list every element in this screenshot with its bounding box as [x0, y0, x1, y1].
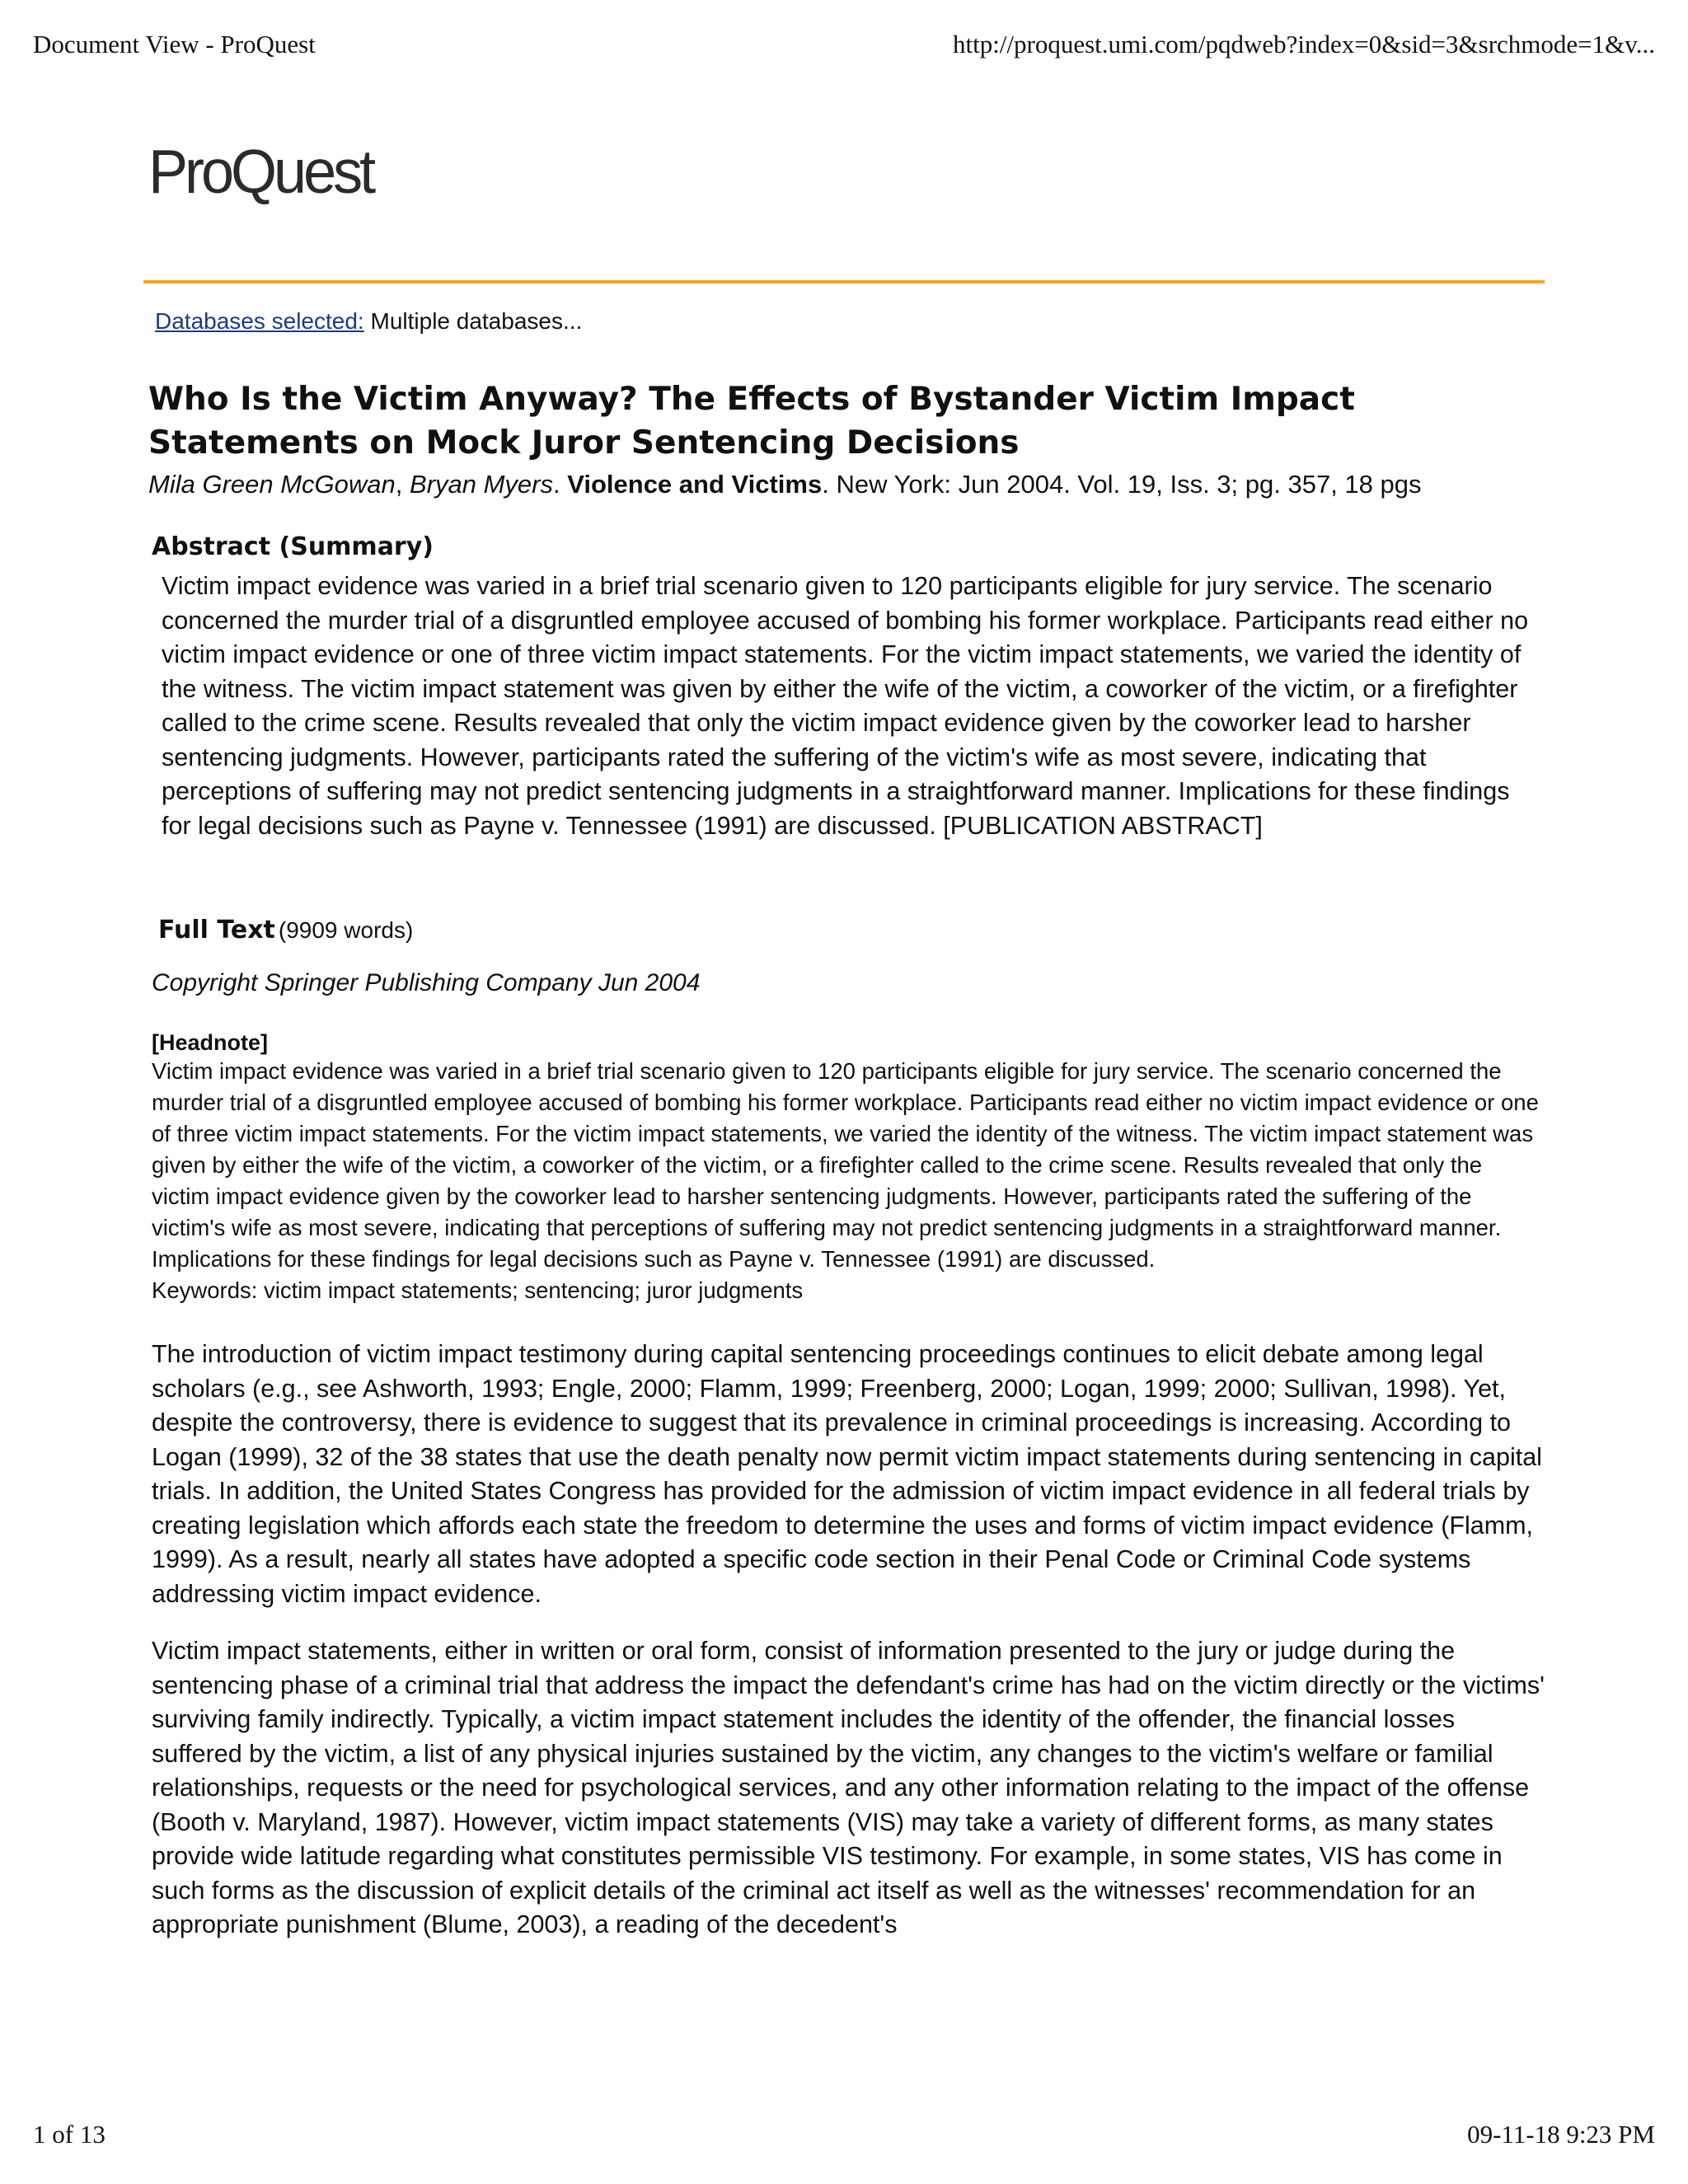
- print-footer: [33, 2120, 1655, 2149]
- databases-selected-link[interactable]: Databases selected:: [155, 308, 364, 334]
- headnote-text: Victim impact evidence was varied in a brief trial scenario given to 120 participants eligible for jury service. The scenario concerned the murder trial of a disgruntled employee accused of bombing his former workplace. Participants read either no victim impact evidence or one of three victim impact statements. For the victim impact statements, we varied the identity of the witness. The victim impact statement was given by either the wife of the victim, a coworker of the victim, or a firefighter called to the crime scene. Results revealed that only the victim impact evidence given by the coworker lead to harsher sentencing judgments. However, participants rated the suffering of the victim's wife as most severe, indicating that perceptions of suffering may not predict sentencing judgments in a straightforward manner. Implications for these findings for legal decisions such as Payne v. Tennessee (1991) are discussed.: [152, 1058, 1539, 1272]
- print-datetime: 09-11-18 9:23 PM: [1467, 2120, 1655, 2149]
- author-separator: ,: [395, 470, 410, 499]
- article-citation: [148, 470, 1545, 499]
- full-text-heading: Full Text: [158, 916, 275, 944]
- databases-selected-value: Multiple databases...: [370, 308, 583, 334]
- document-content: [143, 124, 1545, 1943]
- author-2[interactable]: Bryan Myers: [410, 470, 553, 499]
- print-header-url: http://proquest.umi.com/pqdweb?index=0&sid=3&srchmode=1&v...: [952, 30, 1655, 59]
- word-count: (9909 words): [278, 917, 414, 943]
- databases-selected: [155, 308, 1545, 335]
- full-text-heading-row: [158, 916, 1545, 944]
- author-1[interactable]: Mila Green McGowan: [148, 470, 396, 499]
- headnote-label: [Headnote]: [152, 1030, 268, 1055]
- header-divider: [143, 280, 1545, 284]
- article-title: Who Is the Victim Anyway? The Effects of Bystander Victim Impact Statements on Mock Juror Sentencing Decisions: [148, 381, 1355, 462]
- abstract-heading: Abstract (Summary): [152, 532, 434, 561]
- author-period: .: [553, 470, 568, 499]
- logo-text: ProQuest: [148, 138, 373, 207]
- print-header: [33, 30, 1655, 59]
- print-header-title: Document View - ProQuest: [33, 30, 316, 59]
- proquest-logo: [143, 124, 1545, 221]
- publication-details: . New York: Jun 2004. Vol. 19, Iss. 3; pg. 357, 18 pgs: [822, 470, 1422, 499]
- page-number: 1 of 13: [33, 2120, 106, 2149]
- keywords-line: Keywords: victim impact statements; sentencing; juror judgments: [152, 1277, 804, 1303]
- copyright-line: Copyright Springer Publishing Company Jun 2004: [152, 969, 701, 996]
- abstract-text: Victim impact evidence was varied in a brief trial scenario given to 120 participants eligible for jury service. The scenario concerned the murder trial of a disgruntled employee accused of bombing his former workplace. Participants read either no victim impact evidence or one of three victim impact statements. For the victim impact statements, we varied the identity of the witness. The victim impact statement was given by either the wife of the victim, a coworker of the victim, or a firefighter called to the crime scene. Results revealed that only the victim impact evidence given by the coworker lead to harsher sentencing judgments. However, participants rated the suffering of the victim's wife as most severe, indicating that perceptions of suffering may not predict sentencing judgments in a straightforward manner. Implications for these findings for legal decisions such as Payne v. Tennessee (1991) are discussed. [PUBLICATION ABSTRACT]: [162, 572, 1529, 840]
- body-paragraph-2: Victim impact statements, either in written or oral form, consist of information presented to the jury or judge during the sentencing phase of a criminal trial that address the impact the defendant's crime has had on the victim directly or the victims' surviving family indirectly. Typically, a victim impact statement includes the identity of the offender, the financial losses suffered by the victim, a list of any physical injuries sustained by the victim, any changes to the victim's welfare or familial relationships, requests or the need for psychological services, and any other information relating to the impact of the offense (Booth v. Maryland, 1987). However, victim impact statements (VIS) may take a variety of different forms, as many states provide wide latitude regarding what constitutes permissible VIS testimony. For example, in some states, VIS has come in such forms as the discussion of explicit details of the criminal act itself as well as the witnesses' recommendation for an appropriate punishment (Blume, 2003), a reading of the decedent's: [152, 1637, 1545, 1938]
- body-paragraph-1: The introduction of victim impact testimony during capital sentencing proceedings continues to elicit debate among legal scholars (e.g., see Ashworth, 1993; Engle, 2000; Flamm, 1999; Freenberg, 2000; Logan, 1999; 2000; Sullivan, 1998). Yet, despite the controversy, there is evidence to suggest that its prevalence in criminal proceedings is increasing. According to Logan (1999), 32 of the 38 states that use the death penalty now permit victim impact statements during sentencing in capital trials. In addition, the United States Congress has provided for the admission of victim impact evidence in all federal trials by creating legislation which affords each state the freedom to determine the uses and forms of victim impact evidence (Flamm, 1999). As a result, nearly all states have adopted a specific code section in their Penal Code or Criminal Code systems addressing victim impact evidence.: [152, 1340, 1542, 1608]
- journal-name[interactable]: Violence and Victims: [567, 470, 823, 499]
